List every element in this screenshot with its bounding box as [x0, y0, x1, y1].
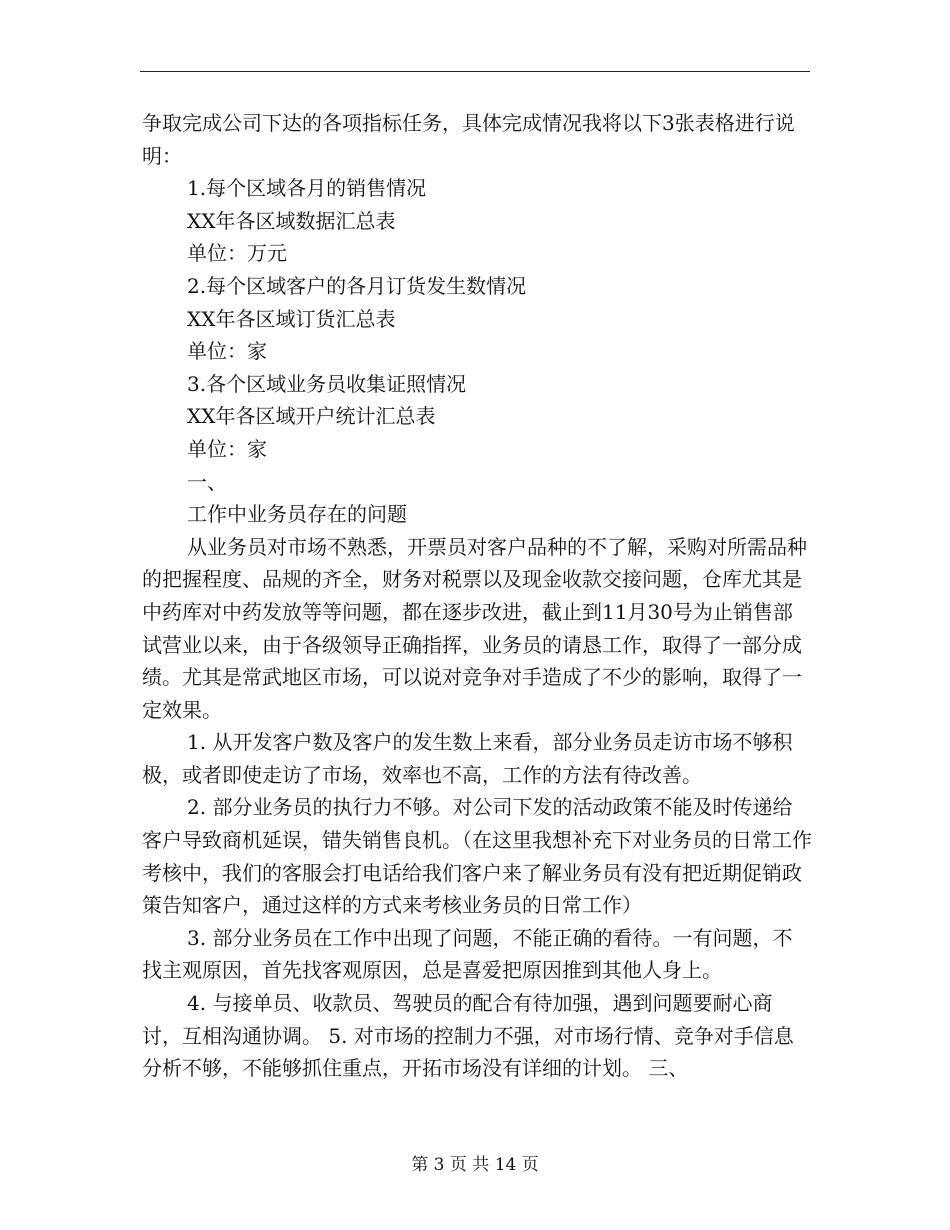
unit-label: 单位：万元 [187, 241, 287, 266]
table-title: XX年各区域开户统计汇总表 [187, 404, 436, 429]
paragraph: 3. 部分业务员在工作中出现了问题，不能正确的看待。一有问题，不找主观原因，首先找客观原因，总是喜爱把原因推到其他人身上。 [142, 925, 793, 983]
list-item: 3.各个区域业务员收集证照情况 [187, 371, 467, 396]
paragraph: 2. 部分业务员的执行力不够。对公司下发的活动政策不能及时传递给客户导致商机延误，错失销售良机。（在这里我想补充下对业务员的日常工作考核中，我们的客服会打电话给我们客户来了解业务员有没有把近期促销政策告知客户，通过这样的方式来考核业务员的日常工作） [142, 795, 812, 918]
page-footer: 第 3 页 共 14 页 [411, 1155, 539, 1175]
unit-label: 单位：家 [187, 436, 267, 461]
paragraph: 4. 与接单员、收款员、驾驶员的配合有待加强，遇到问题要耐心商讨，互相沟通协调。 5. 对市场的控制力不强，对市场行情、竞争对手信息分析不够，不能够抓住重点，开拓市场没有详细的计划。 三、 [142, 991, 794, 1081]
list-item: 1.每个区域各月的销售情况 [187, 176, 427, 201]
table-title: XX年各区域数据汇总表 [187, 208, 396, 233]
paragraph: 从业务员对市场不熟悉，开票员对客户品种的不了解，采购对所需品种的把握程度、品规的齐全，财务对税票以及现金收款交接问题，仓库尤其是中药库对中药发放等等问题，都在逐步改进，截止到11月30号为止销售部试营业以来，由于各级领导正确指挥，业务员的请恳工作，取得了一部分成绩。尤其是常武地区市场，可以说对竞争对手造成了不少的影响，取得了一定效果。 [142, 534, 807, 722]
paragraph: 1. 从开发客户数及客户的发生数上来看，部分业务员走访市场不够积极，或者即使走访了市场，效率也不高，工作的方法有待改善。 [142, 730, 793, 787]
section-number: 一、 [187, 469, 227, 494]
table-title: XX年各区域订货汇总表 [187, 306, 396, 331]
document-body [142, 107, 812, 1085]
paragraph: 争取完成公司下达的各项指标任务，具体完成情况我将以下3张表格进行说明： [142, 111, 795, 168]
section-heading: 工作中业务员存在的问题 [187, 502, 407, 527]
unit-label: 单位：家 [187, 339, 267, 364]
header-rule [140, 71, 810, 72]
list-item: 2.每个区域客户的各月订货发生数情况 [187, 273, 527, 298]
